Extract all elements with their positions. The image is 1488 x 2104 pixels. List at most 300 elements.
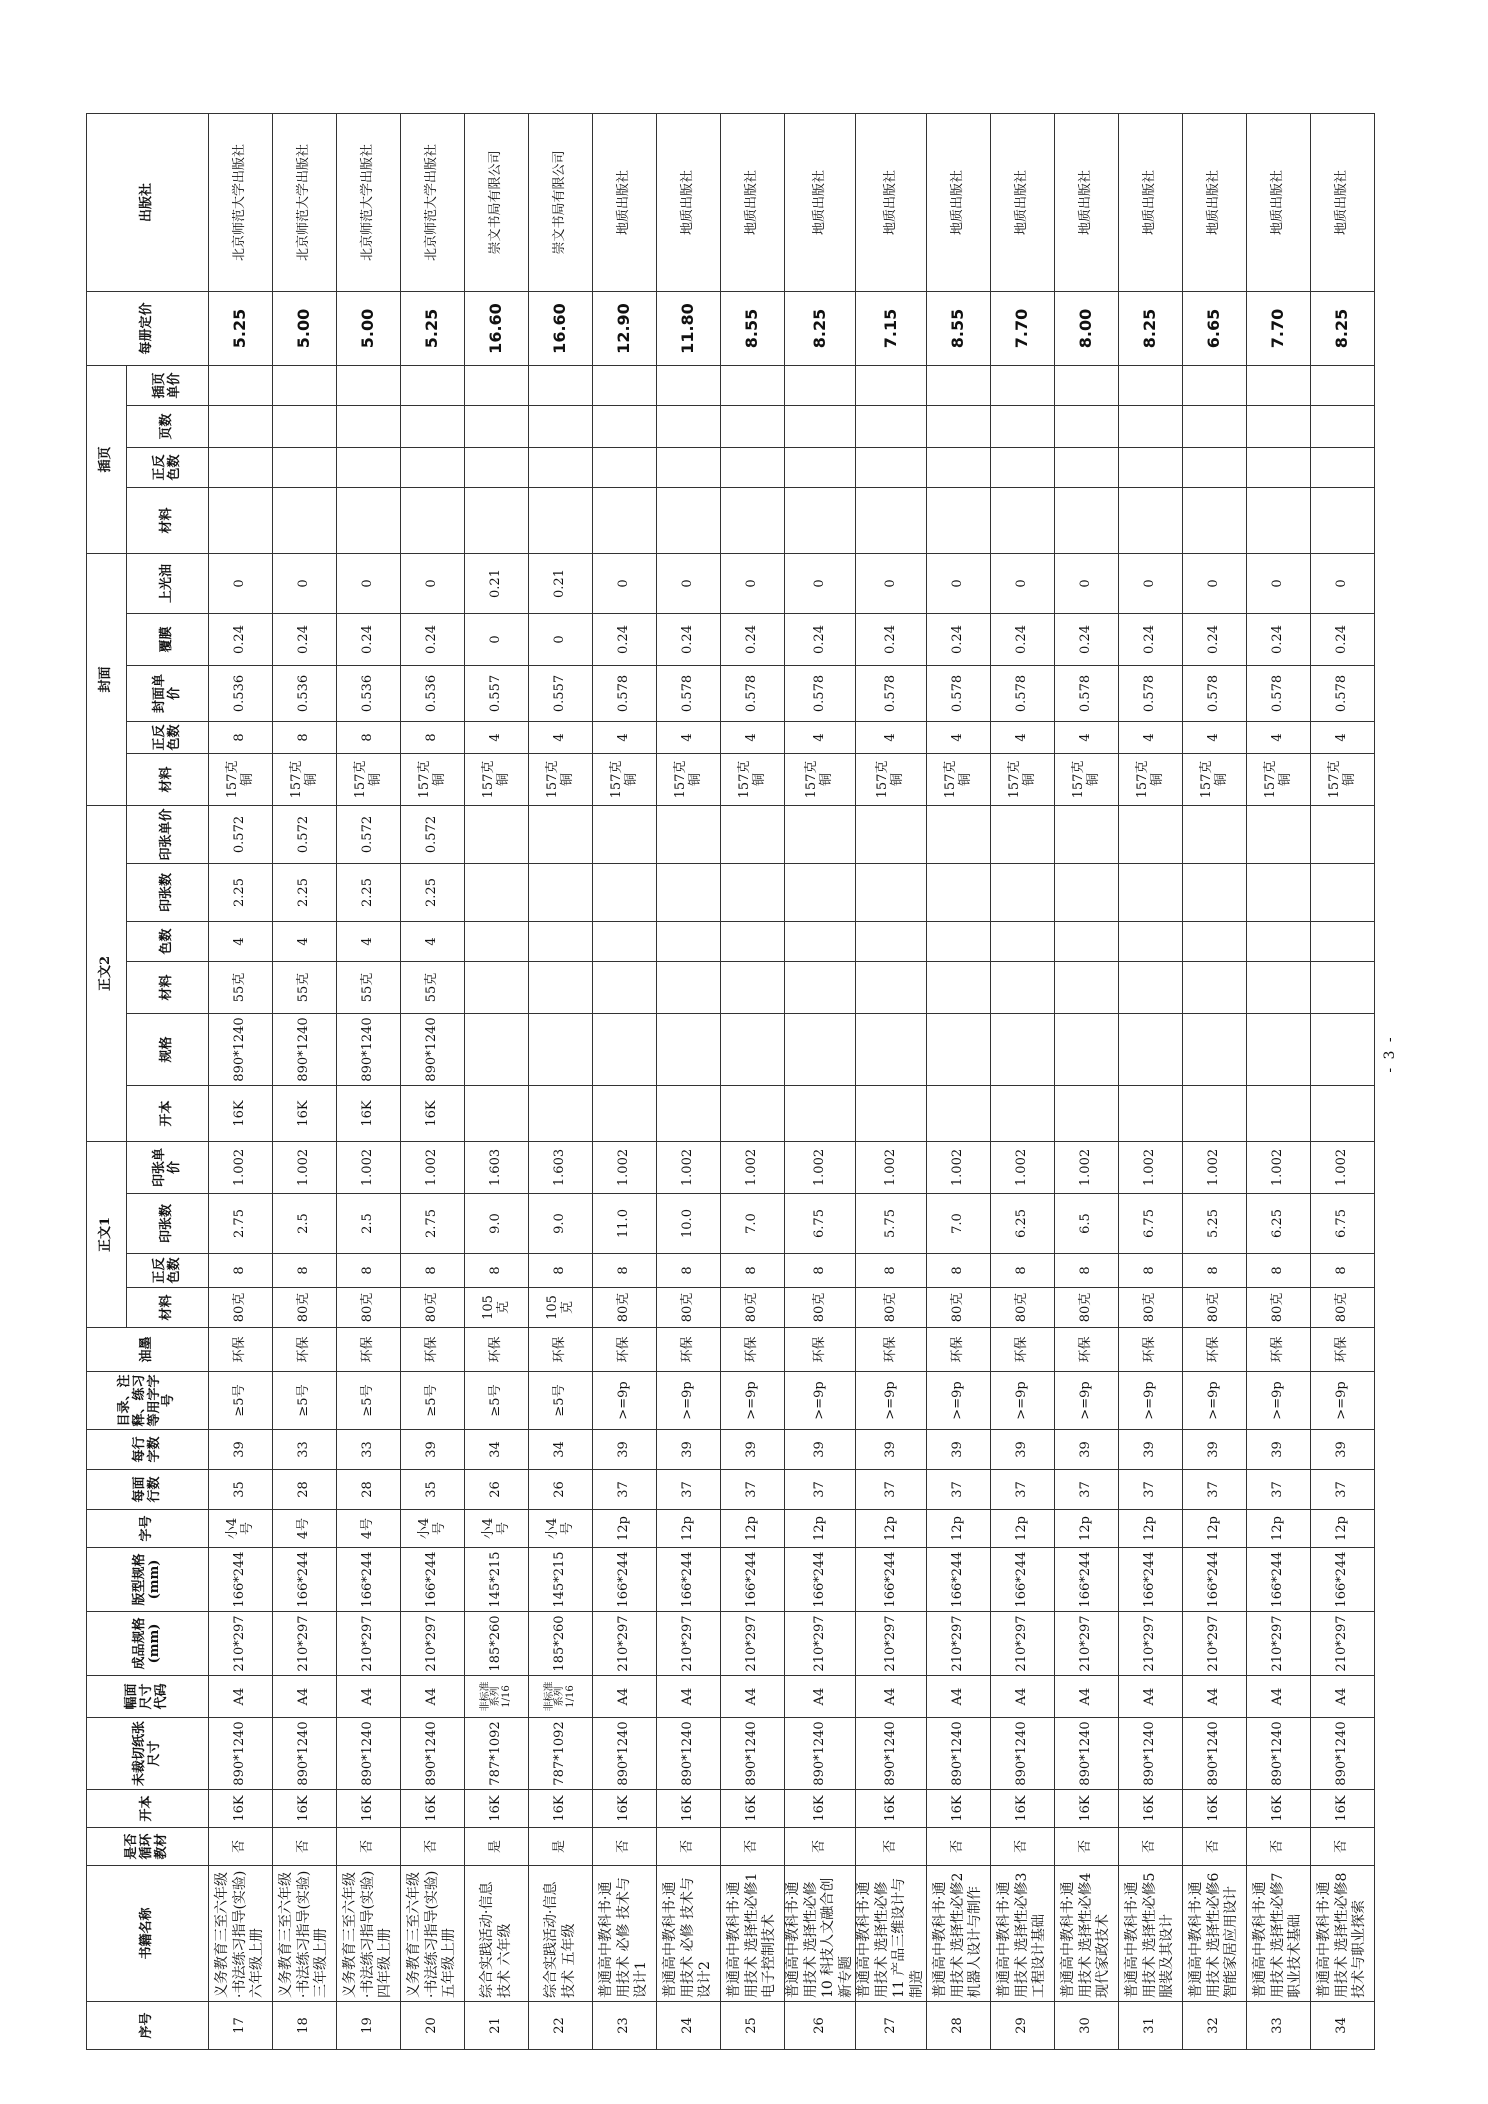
header-t1-sheets: 印张数 — [127, 1194, 209, 1254]
size-code-cell: A4 — [337, 1676, 401, 1718]
t2-format-cell — [856, 1086, 927, 1142]
font-cell: 12p — [856, 1510, 927, 1548]
t2-material-cell — [593, 962, 657, 1014]
t1-material-cell: 80克 — [593, 1288, 657, 1328]
cyclic-cell: 否 — [1311, 1828, 1375, 1866]
header-font: 字号 — [87, 1510, 209, 1548]
t1-sheet-price-cell: 1.002 — [856, 1142, 927, 1194]
t2-format-cell — [1183, 1086, 1247, 1142]
publisher-cell: 北京师范大学出版社 — [273, 114, 337, 292]
t2-format-cell — [927, 1086, 991, 1142]
t2-sheets-cell — [1247, 864, 1311, 922]
t2-sheets-cell — [1055, 864, 1119, 922]
cover-laminate-cell: 0.24 — [1055, 614, 1119, 666]
cover-material-cell: 157克铜 — [401, 754, 465, 806]
paper-cell: 890*1240 — [1311, 1718, 1375, 1790]
chars-cell: 39 — [721, 1430, 785, 1470]
ink-cell: 环保 — [927, 1328, 991, 1372]
font-cell: 12p — [785, 1510, 856, 1548]
font-cell: 12p — [1311, 1510, 1375, 1548]
format-cell: 16K — [1183, 1790, 1247, 1828]
insert-colors-cell — [209, 448, 273, 488]
unit-price-cell: 5.00 — [273, 292, 337, 366]
ink-cell: 环保 — [856, 1328, 927, 1372]
cover-price-cell: 0.578 — [721, 666, 785, 722]
paper-cell: 890*1240 — [785, 1718, 856, 1790]
insert-material-cell — [1247, 488, 1311, 554]
seq-cell: 18 — [273, 2002, 337, 2050]
cover-laminate-cell: 0.24 — [1247, 614, 1311, 666]
t2-material-cell — [785, 962, 856, 1014]
cover-varnish-cell: 0 — [1311, 554, 1375, 614]
name-cell: 普通高中教科书·通用技术 选择性必修6 智能家居应用设计 — [1183, 1866, 1247, 2002]
t1-colors-cell: 8 — [856, 1254, 927, 1288]
t2-colors-cell — [721, 922, 785, 962]
lines-cell: 37 — [1055, 1470, 1119, 1510]
t2-sheet-price-cell — [785, 806, 856, 864]
name-cell: 义务教育三至六年级·书法练习指导(实验) 四年级上册 — [337, 1866, 401, 2002]
insert-price-cell — [1247, 366, 1311, 406]
layout-cell: 166*244 — [721, 1548, 785, 1612]
cyclic-cell: 否 — [721, 1828, 785, 1866]
t1-material-cell: 80克 — [1055, 1288, 1119, 1328]
lines-cell: 37 — [856, 1470, 927, 1510]
t2-format-cell — [785, 1086, 856, 1142]
insert-colors-cell — [657, 448, 721, 488]
unit-price-cell: 8.25 — [1311, 292, 1375, 366]
ink-cell: 环保 — [721, 1328, 785, 1372]
t1-sheets-cell: 5.75 — [856, 1194, 927, 1254]
insert-material-cell — [657, 488, 721, 554]
paper-cell: 890*1240 — [1247, 1718, 1311, 1790]
name-cell: 普通高中教科书·通用技术 选择性必修10 科技人文融合创新专题 — [785, 1866, 856, 2002]
layout-cell: 166*244 — [1055, 1548, 1119, 1612]
t2-spec-cell — [1055, 1014, 1119, 1086]
t1-material-cell: 80克 — [657, 1288, 721, 1328]
header-t2-format: 开本 — [127, 1086, 209, 1142]
t1-sheet-price-cell: 1.002 — [1247, 1142, 1311, 1194]
ink-cell: 环保 — [1183, 1328, 1247, 1372]
t1-colors-cell: 8 — [529, 1254, 593, 1288]
ink-cell: 环保 — [1119, 1328, 1183, 1372]
t1-sheet-price-cell: 1.603 — [465, 1142, 529, 1194]
publisher-cell: 北京师范大学出版社 — [401, 114, 465, 292]
t1-material-cell: 80克 — [209, 1288, 273, 1328]
t2-format-cell — [991, 1086, 1055, 1142]
t1-colors-cell: 8 — [273, 1254, 337, 1288]
font-cell: 12p — [991, 1510, 1055, 1548]
seq-cell: 24 — [657, 2002, 721, 2050]
insert-colors-cell — [856, 448, 927, 488]
table-row — [209, 114, 273, 2050]
cover-price-cell: 0.536 — [273, 666, 337, 722]
name-cell: 普通高中教科书·通用技术 选择性必修2 机器人设计与制作 — [927, 1866, 991, 2002]
t2-sheets-cell: 2.25 — [337, 864, 401, 922]
t2-colors-cell — [465, 922, 529, 962]
t2-colors-cell: 4 — [337, 922, 401, 962]
ink-cell: 环保 — [991, 1328, 1055, 1372]
cover-material-cell: 157克铜 — [337, 754, 401, 806]
cover-varnish-cell: 0 — [1247, 554, 1311, 614]
insert-pages-cell — [593, 406, 657, 448]
seq-cell: 27 — [856, 2002, 927, 2050]
t2-sheet-price-cell — [1055, 806, 1119, 864]
t2-spec-cell — [593, 1014, 657, 1086]
cyclic-cell: 否 — [401, 1828, 465, 1866]
insert-material-cell — [273, 488, 337, 554]
t1-sheets-cell: 2.75 — [401, 1194, 465, 1254]
seq-cell: 17 — [209, 2002, 273, 2050]
t2-sheets-cell: 2.25 — [273, 864, 337, 922]
t1-colors-cell: 8 — [1311, 1254, 1375, 1288]
seq-cell: 22 — [529, 2002, 593, 2050]
font-cell: 4号 — [273, 1510, 337, 1548]
publisher-cell: 地质出版社 — [927, 114, 991, 292]
t1-colors-cell: 8 — [1055, 1254, 1119, 1288]
insert-colors-cell — [1119, 448, 1183, 488]
cover-colors-cell: 4 — [1183, 722, 1247, 754]
format-cell: 16K — [593, 1790, 657, 1828]
seq-cell: 25 — [721, 2002, 785, 2050]
ink-cell: 环保 — [657, 1328, 721, 1372]
cover-material-cell: 157克铜 — [1055, 754, 1119, 806]
format-cell: 16K — [1119, 1790, 1183, 1828]
paper-cell: 890*1240 — [991, 1718, 1055, 1790]
insert-pages-cell — [465, 406, 529, 448]
cyclic-cell: 否 — [209, 1828, 273, 1866]
name-cell: 普通高中教科书·通用技术 必修 技术与设计2 — [657, 1866, 721, 2002]
seq-cell: 28 — [927, 2002, 991, 2050]
finished-cell: 210*297 — [785, 1612, 856, 1676]
t2-spec-cell: 890*1240 — [401, 1014, 465, 1086]
format-cell: 16K — [1055, 1790, 1119, 1828]
header-t2-material: 材料 — [127, 962, 209, 1014]
seq-cell: 23 — [593, 2002, 657, 2050]
t2-sheets-cell — [721, 864, 785, 922]
header-layout: 版型规格(mm) — [87, 1548, 209, 1612]
toc-font-cell: >=9p — [593, 1372, 657, 1430]
cyclic-cell: 否 — [273, 1828, 337, 1866]
t1-material-cell: 105克 — [465, 1288, 529, 1328]
lines-cell: 26 — [465, 1470, 529, 1510]
t2-sheets-cell — [1119, 864, 1183, 922]
chars-cell: 39 — [401, 1430, 465, 1470]
t1-sheet-price-cell: 1.002 — [721, 1142, 785, 1194]
t1-colors-cell: 8 — [927, 1254, 991, 1288]
t1-colors-cell: 8 — [593, 1254, 657, 1288]
t2-colors-cell — [1183, 922, 1247, 962]
t1-sheet-price-cell: 1.002 — [1055, 1142, 1119, 1194]
cover-varnish-cell: 0 — [657, 554, 721, 614]
unit-price-cell: 16.60 — [465, 292, 529, 366]
t2-sheet-price-cell — [465, 806, 529, 864]
t2-sheet-price-cell: 0.572 — [337, 806, 401, 864]
t1-colors-cell: 8 — [991, 1254, 1055, 1288]
cover-price-cell: 0.536 — [337, 666, 401, 722]
t2-sheet-price-cell — [1183, 806, 1247, 864]
layout-cell: 145*215 — [529, 1548, 593, 1612]
t2-colors-cell — [529, 922, 593, 962]
cover-laminate-cell: 0.24 — [1183, 614, 1247, 666]
toc-font-cell: >=9p — [657, 1372, 721, 1430]
ink-cell: 环保 — [1055, 1328, 1119, 1372]
cover-colors-cell: 4 — [657, 722, 721, 754]
cover-laminate-cell: 0.24 — [593, 614, 657, 666]
insert-colors-cell — [927, 448, 991, 488]
cover-material-cell: 157克铜 — [1311, 754, 1375, 806]
size-code-cell: A4 — [593, 1676, 657, 1718]
header-cover-material: 材料 — [127, 754, 209, 806]
table-row — [927, 114, 991, 2050]
header-t2-sheets: 印张数 — [127, 864, 209, 922]
finished-cell: 210*297 — [721, 1612, 785, 1676]
layout-cell: 166*244 — [209, 1548, 273, 1612]
lines-cell: 28 — [273, 1470, 337, 1510]
layout-cell: 166*244 — [1119, 1548, 1183, 1612]
chars-cell: 39 — [856, 1430, 927, 1470]
size-code-cell: A4 — [657, 1676, 721, 1718]
t2-format-cell — [1247, 1086, 1311, 1142]
t1-sheet-price-cell: 1.002 — [785, 1142, 856, 1194]
t1-sheets-cell: 7.0 — [927, 1194, 991, 1254]
t1-sheet-price-cell: 1.002 — [991, 1142, 1055, 1194]
t2-spec-cell — [465, 1014, 529, 1086]
cover-colors-cell: 4 — [721, 722, 785, 754]
insert-price-cell — [401, 366, 465, 406]
insert-price-cell — [856, 366, 927, 406]
name-cell: 普通高中教科书·通用技术 选择性必修4 现代家政技术 — [1055, 1866, 1119, 2002]
cover-varnish-cell: 0 — [1183, 554, 1247, 614]
t2-spec-cell — [991, 1014, 1055, 1086]
toc-font-cell: ≥5号 — [401, 1372, 465, 1430]
cover-varnish-cell: 0 — [209, 554, 273, 614]
t2-format-cell: 16K — [337, 1086, 401, 1142]
chars-cell: 39 — [1055, 1430, 1119, 1470]
t2-material-cell — [465, 962, 529, 1014]
name-cell: 普通高中教科书·通用技术 必修 技术与设计1 — [593, 1866, 657, 2002]
insert-pages-cell — [1183, 406, 1247, 448]
header-t1-sheet-price: 印张单价 — [127, 1142, 209, 1194]
publisher-cell: 崇文书局有限公司 — [529, 114, 593, 292]
t1-sheet-price-cell: 1.002 — [209, 1142, 273, 1194]
cover-varnish-cell: 0 — [401, 554, 465, 614]
t1-sheets-cell: 6.25 — [991, 1194, 1055, 1254]
name-cell: 综合实践活动·信息技术 五年级 — [529, 1866, 593, 2002]
t1-material-cell: 80克 — [927, 1288, 991, 1328]
insert-pages-cell — [1055, 406, 1119, 448]
unit-price-cell: 16.60 — [529, 292, 593, 366]
table-row — [465, 114, 529, 2050]
cover-price-cell: 0.536 — [401, 666, 465, 722]
insert-material-cell — [337, 488, 401, 554]
layout-cell: 166*244 — [657, 1548, 721, 1612]
header-lines: 每面行数 — [87, 1470, 209, 1510]
t1-material-cell: 80克 — [1247, 1288, 1311, 1328]
font-cell: 小4号 — [401, 1510, 465, 1548]
t2-material-cell — [1119, 962, 1183, 1014]
t1-sheet-price-cell: 1.002 — [337, 1142, 401, 1194]
t2-sheet-price-cell: 0.572 — [273, 806, 337, 864]
t2-colors-cell — [1055, 922, 1119, 962]
cover-varnish-cell: 0 — [785, 554, 856, 614]
t2-format-cell: 16K — [401, 1086, 465, 1142]
table-row — [657, 114, 721, 2050]
t2-material-cell — [721, 962, 785, 1014]
t1-material-cell: 80克 — [1183, 1288, 1247, 1328]
t2-sheets-cell — [1311, 864, 1375, 922]
t1-colors-cell: 8 — [1247, 1254, 1311, 1288]
publisher-cell: 地质出版社 — [1247, 114, 1311, 292]
header-group-insert: 插页 — [87, 366, 127, 554]
t1-colors-cell: 8 — [1119, 1254, 1183, 1288]
toc-font-cell: >=9p — [721, 1372, 785, 1430]
t2-format-cell — [593, 1086, 657, 1142]
cover-price-cell: 0.578 — [1247, 666, 1311, 722]
name-cell: 普通高中教科书·通用技术 选择性必修1 电子控制技术 — [721, 1866, 785, 2002]
lines-cell: 26 — [529, 1470, 593, 1510]
publisher-cell: 北京师范大学出版社 — [209, 114, 273, 292]
size-code-cell: A4 — [1055, 1676, 1119, 1718]
t1-colors-cell: 8 — [209, 1254, 273, 1288]
t1-material-cell: 80克 — [1311, 1288, 1375, 1328]
finished-cell: 210*297 — [657, 1612, 721, 1676]
font-cell: 12p — [927, 1510, 991, 1548]
cover-material-cell: 157克铜 — [465, 754, 529, 806]
name-cell: 普通高中教科书·通用技术 选择性必修11 产品三维设计与制造 — [856, 1866, 927, 2002]
lines-cell: 37 — [657, 1470, 721, 1510]
t2-format-cell — [1055, 1086, 1119, 1142]
layout-cell: 166*244 — [1247, 1548, 1311, 1612]
cover-material-cell: 157克铜 — [1183, 754, 1247, 806]
publisher-cell: 地质出版社 — [1055, 114, 1119, 292]
t2-sheets-cell — [785, 864, 856, 922]
finished-cell: 210*297 — [401, 1612, 465, 1676]
cyclic-cell: 否 — [1183, 1828, 1247, 1866]
t1-material-cell: 80克 — [273, 1288, 337, 1328]
t2-material-cell — [1055, 962, 1119, 1014]
t1-material-cell: 80克 — [991, 1288, 1055, 1328]
t1-sheet-price-cell: 1.002 — [1119, 1142, 1183, 1194]
chars-cell: 39 — [1183, 1430, 1247, 1470]
paper-cell: 890*1240 — [401, 1718, 465, 1790]
cover-material-cell: 157克铜 — [991, 754, 1055, 806]
table-row — [991, 114, 1055, 2050]
cover-varnish-cell: 0 — [721, 554, 785, 614]
cyclic-cell: 否 — [856, 1828, 927, 1866]
insert-material-cell — [785, 488, 856, 554]
header-insert-price: 插页单价 — [127, 366, 209, 406]
cover-material-cell: 157克铜 — [856, 754, 927, 806]
t2-colors-cell — [1119, 922, 1183, 962]
paper-cell: 787*1092 — [465, 1718, 529, 1790]
t2-format-cell — [1311, 1086, 1375, 1142]
table-row — [856, 114, 927, 2050]
font-cell: 4号 — [337, 1510, 401, 1548]
publisher-cell: 地质出版社 — [721, 114, 785, 292]
t2-format-cell — [1119, 1086, 1183, 1142]
format-cell: 16K — [927, 1790, 991, 1828]
t2-colors-cell — [593, 922, 657, 962]
name-cell: 普通高中教科书·通用技术 选择性必修3 工程设计基础 — [991, 1866, 1055, 2002]
layout-cell: 166*244 — [991, 1548, 1055, 1612]
insert-pages-cell — [1247, 406, 1311, 448]
seq-cell: 34 — [1311, 2002, 1375, 2050]
toc-font-cell: >=9p — [1311, 1372, 1375, 1430]
insert-price-cell — [337, 366, 401, 406]
header-group-cover: 封面 — [87, 554, 127, 806]
table-row — [273, 114, 337, 2050]
t1-colors-cell: 8 — [1183, 1254, 1247, 1288]
cover-varnish-cell: 0 — [337, 554, 401, 614]
t2-spec-cell — [657, 1014, 721, 1086]
finished-cell: 210*297 — [593, 1612, 657, 1676]
size-code-cell: A4 — [856, 1676, 927, 1718]
publisher-cell: 地质出版社 — [593, 114, 657, 292]
t1-colors-cell: 8 — [657, 1254, 721, 1288]
toc-font-cell: >=9p — [1055, 1372, 1119, 1430]
insert-colors-cell — [593, 448, 657, 488]
layout-cell: 145*215 — [465, 1548, 529, 1612]
toc-font-cell: >=9p — [1247, 1372, 1311, 1430]
format-cell: 16K — [465, 1790, 529, 1828]
seq-cell: 31 — [1119, 2002, 1183, 2050]
font-cell: 12p — [1183, 1510, 1247, 1548]
table-row — [1055, 114, 1119, 2050]
cover-colors-cell: 4 — [1247, 722, 1311, 754]
t1-material-cell: 80克 — [1119, 1288, 1183, 1328]
t2-colors-cell — [1247, 922, 1311, 962]
cover-colors-cell: 4 — [529, 722, 593, 754]
toc-font-cell: ≥5号 — [209, 1372, 273, 1430]
table-row — [593, 114, 657, 2050]
seq-cell: 26 — [785, 2002, 856, 2050]
format-cell: 16K — [721, 1790, 785, 1828]
insert-material-cell — [856, 488, 927, 554]
format-cell: 16K — [337, 1790, 401, 1828]
finished-cell: 210*297 — [927, 1612, 991, 1676]
layout-cell: 166*244 — [401, 1548, 465, 1612]
t2-material-cell — [1311, 962, 1375, 1014]
cover-laminate-cell: 0.24 — [721, 614, 785, 666]
insert-pages-cell — [273, 406, 337, 448]
header-t2-colors: 色数 — [127, 922, 209, 962]
t2-format-cell — [657, 1086, 721, 1142]
name-cell: 普通高中教科书·通用技术 选择性必修8 技术与职业探索 — [1311, 1866, 1375, 2002]
t2-spec-cell: 890*1240 — [209, 1014, 273, 1086]
header-cover-varnish: 上光油 — [127, 554, 209, 614]
cover-colors-cell: 4 — [593, 722, 657, 754]
t2-colors-cell: 4 — [209, 922, 273, 962]
layout-cell: 166*244 — [927, 1548, 991, 1612]
size-code-cell: A4 — [785, 1676, 856, 1718]
seq-cell: 32 — [1183, 2002, 1247, 2050]
insert-price-cell — [465, 366, 529, 406]
t1-sheet-price-cell: 1.603 — [529, 1142, 593, 1194]
cover-price-cell: 0.578 — [1119, 666, 1183, 722]
font-cell: 小4号 — [529, 1510, 593, 1548]
cover-colors-cell: 8 — [209, 722, 273, 754]
finished-cell: 185*260 — [465, 1612, 529, 1676]
layout-cell: 166*244 — [1311, 1548, 1375, 1612]
size-code-cell: A4 — [1247, 1676, 1311, 1718]
ink-cell: 环保 — [465, 1328, 529, 1372]
paper-cell: 890*1240 — [721, 1718, 785, 1790]
t1-sheets-cell: 5.25 — [1183, 1194, 1247, 1254]
toc-font-cell: ≥5号 — [465, 1372, 529, 1430]
t2-material-cell — [1183, 962, 1247, 1014]
lines-cell: 37 — [927, 1470, 991, 1510]
unit-price-cell: 5.00 — [337, 292, 401, 366]
